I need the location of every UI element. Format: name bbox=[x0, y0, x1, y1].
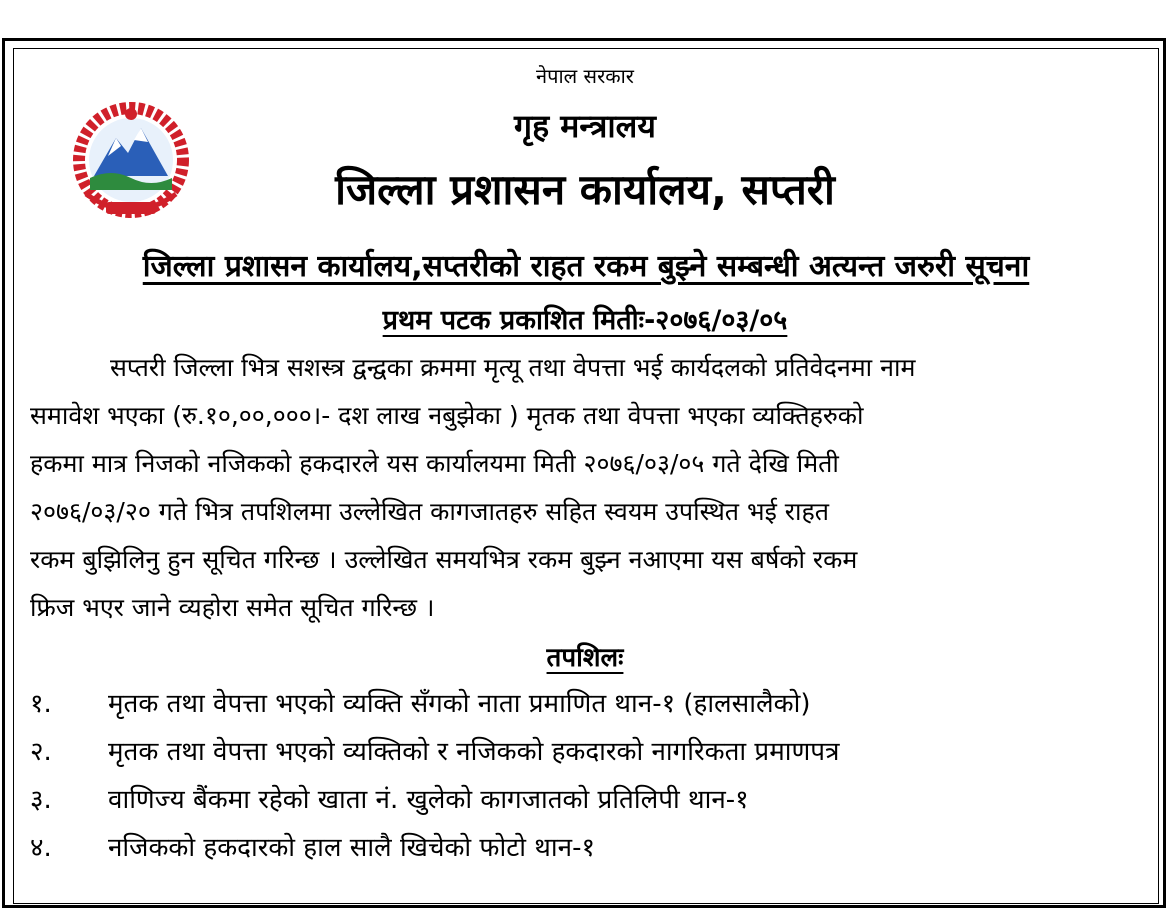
list-item-text: मृतक तथा वेपत्ता भएको व्यक्ति सँगको नाता प्रमाणित थान-१ (हालसालैको) bbox=[108, 689, 811, 719]
office-title: जिल्ला प्रशासन कार्यालय, सप्तरी bbox=[335, 165, 835, 214]
government-label: नेपाल सरकार bbox=[536, 64, 634, 88]
body-line: रकम बुझिलिनु हुन सूचित गरिन्छ । उल्लेखित समयभित्र रकम बुझ्न नआएमा यस बर्षको रकम bbox=[30, 545, 858, 574]
list-item-text: मृतक तथा वेपत्ता भएको व्यक्तिको र नजिकको हकदारको नागरिकता प्रमाणपत्र bbox=[108, 737, 840, 767]
notice-title: जिल्ला प्रशासन कार्यालय,सप्तरीको राहत रकम बुझ्ने सम्बन्धी अत्यन्त जरुरी सूचना bbox=[142, 249, 1030, 284]
body-line: समावेश भएका (रु.१०,००,०००।- दश लाख नबुझेका ) मृतक तथा वेपत्ता भएका व्यक्तिहरुको bbox=[30, 401, 864, 430]
list-item-number: ४. bbox=[30, 833, 52, 863]
body-line: सप्तरी जिल्ला भित्र सशस्त्र द्वन्द्वका क्रममा मृत्यू तथा वेपत्ता भई कार्यदलको प्रतिवेदनमा नाम bbox=[110, 353, 916, 382]
list-item-number: २. bbox=[30, 737, 52, 767]
list-item bbox=[30, 780, 1130, 824]
tapsil-heading: तपशिलः bbox=[546, 643, 624, 673]
body-line: २०७६/०३/२० गते भित्र तपशिलमा उल्लेखित कागजातहरु सहित स्वयम उपस्थित भई राहत bbox=[30, 497, 830, 526]
list-item bbox=[30, 732, 1130, 776]
list-item bbox=[30, 684, 1130, 728]
ministry-title: गृह मन्त्रालय bbox=[514, 107, 656, 145]
list-item bbox=[30, 828, 1130, 872]
body-line: फ्रिज भएर जाने व्यहोरा समेत सूचित गरिन्छ । bbox=[30, 593, 435, 622]
body-line: हकमा मात्र निजको नजिकको हकदारले यस कार्यालयमा मिती २०७६/०३/०५ गते देखि मिती bbox=[30, 449, 839, 478]
published-date: प्रथम पटक प्रकाशित मितीः-२०७६/०३/०५ bbox=[382, 305, 788, 336]
list-item-number: ३. bbox=[30, 785, 52, 815]
list-item-text: वाणिज्य बैंकमा रहेको खाता नं. खुलेको कागजातको प्रतिलिपी थान-१ bbox=[108, 785, 749, 815]
list-item-text: नजिकको हकदारको हाल सालै खिचेको फोटो थान-१ bbox=[108, 833, 595, 863]
list-item-number: १. bbox=[30, 689, 52, 719]
